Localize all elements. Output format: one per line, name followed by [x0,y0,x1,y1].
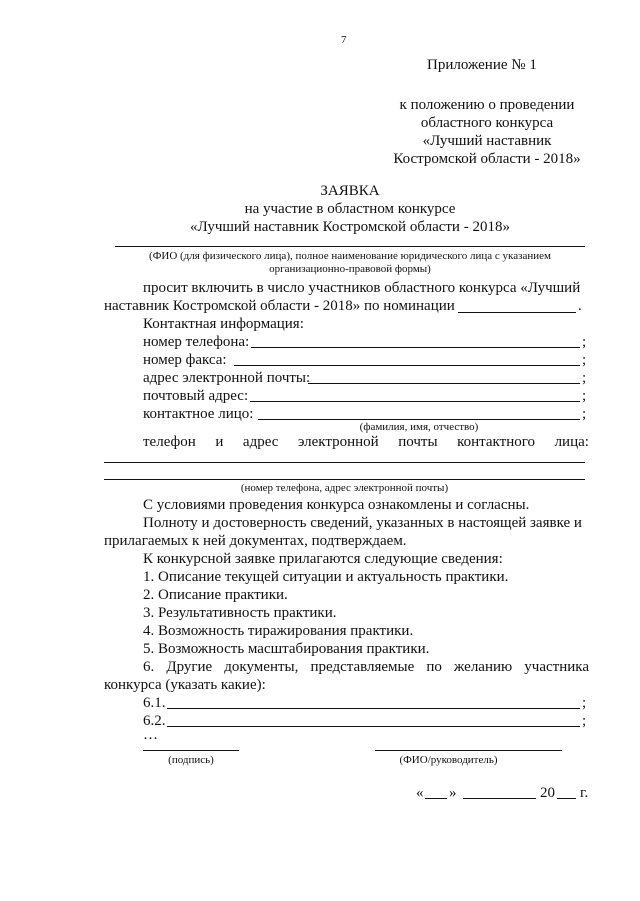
person-line[interactable] [258,419,580,420]
person-label: контактное лицо: [143,406,254,422]
sub-item-6-1-semicolon: ; [582,695,587,711]
appendix-ref-line1: к положению о проведении [399,97,575,113]
item6-line-1: 6. Другие документы, представляемые по желанию участника [143,659,589,675]
appendix-ref-line2: областного конкурса [420,115,554,131]
request-end: . [578,298,582,314]
confirm-line-2: прилагаемых к ней документах, подтверждаем. [104,533,407,549]
person-phone-word: лица: [554,434,589,450]
person-phone-line-1[interactable] [104,462,585,463]
appendix-ref-line4: Костромской области - 2018» [393,151,581,167]
list-item: 1. Описание текущей ситуации и актуальность практики. [143,569,509,585]
name-hint: (ФИО/руководитель) [399,754,498,766]
fax-line[interactable] [234,365,580,366]
person-phone-word: контактного [457,434,536,450]
date-open-quote: « [416,785,424,801]
post-label: почтовый адрес: [143,388,249,404]
item6-line-2: конкурса (указать какие): [104,677,266,693]
list-item: 3. Результативность практики. [143,605,337,621]
appendix-title: Приложение № 1 [427,57,537,73]
post-line[interactable] [250,401,580,402]
date-close-quote: » [449,785,457,801]
applicant-hint-2: организационно-правовой формы) [269,263,431,275]
person-phone-word: электронной [297,434,379,450]
confirm-line-1: Полноту и достоверность сведений, указанных в настоящей заявке и [143,515,582,531]
page-number: 7 [341,34,347,46]
sub-item-6-2: 6.2. [143,713,166,729]
person-hint: (фамилия, имя, отчество) [359,421,479,433]
name-line[interactable] [375,750,562,751]
ellipsis: … [143,727,158,743]
request-line-1: просит включить в число участников областного конкурса «Лучший [143,280,581,296]
fax-semicolon: ; [582,352,587,368]
document-subtitle-2: «Лучший наставник Костромской области - 2018» [190,219,510,235]
applicant-hint-1: (ФИО (для физического лица), полное наименование юридического лица с указанием [149,250,551,262]
nomination-line[interactable] [458,312,576,313]
date-year-line[interactable] [557,798,576,799]
applicant-name-line[interactable] [115,246,585,247]
email-line[interactable] [308,383,580,384]
date-year-prefix: 20 [540,785,555,801]
attached-intro: К конкурсной заявке прилагаются следующие сведения: [143,551,503,567]
person-phone-line-2[interactable] [104,479,585,480]
document-title: ЗАЯВКА [320,183,380,199]
person-phone-word: адрес [242,434,279,450]
sub-item-6-1: 6.1. [143,695,166,711]
person-phone-word: почты [398,434,438,450]
date-month-line[interactable] [463,798,536,799]
post-semicolon: ; [582,388,587,404]
list-item: 2. Описание практики. [143,587,288,603]
sub-item-6-2-line[interactable] [167,726,580,727]
person-phone-hint: (номер телефона, адрес электронной почты) [240,482,449,494]
phone-line[interactable] [251,347,580,348]
signature-line[interactable] [143,750,239,751]
contacts-heading: Контактная информация: [143,316,304,332]
person-phone-label [143,433,589,451]
date-day-line[interactable] [425,798,447,799]
document-subtitle-1: на участие в областном конкурсе [244,201,456,217]
sub-item-6-2-semicolon: ; [582,713,587,729]
sub-item-6-1-line[interactable] [167,708,580,709]
person-semicolon: ; [582,406,587,422]
fax-label: номер факса: [143,352,227,368]
request-line-2: наставник Костромской области - 2018» по номинации [104,298,455,314]
email-semicolon: ; [582,370,587,386]
phone-label: номер телефона: [143,334,250,350]
phone-semicolon: ; [582,334,587,350]
list-item: 4. Возможность тиражирования практики. [143,623,414,639]
signature-hint: (подпись) [168,754,214,766]
date-year-suffix: г. [580,785,589,801]
person-phone-word: и [215,434,224,450]
appendix-ref-line3: «Лучший наставник [422,133,552,149]
list-item: 5. Возможность масштабирования практики. [143,641,430,657]
person-phone-word: телефон [143,434,196,450]
email-label: адрес электронной почты: [143,370,311,386]
agree-text: С условиями проведения конкурса ознакомлены и согласны. [143,497,530,513]
